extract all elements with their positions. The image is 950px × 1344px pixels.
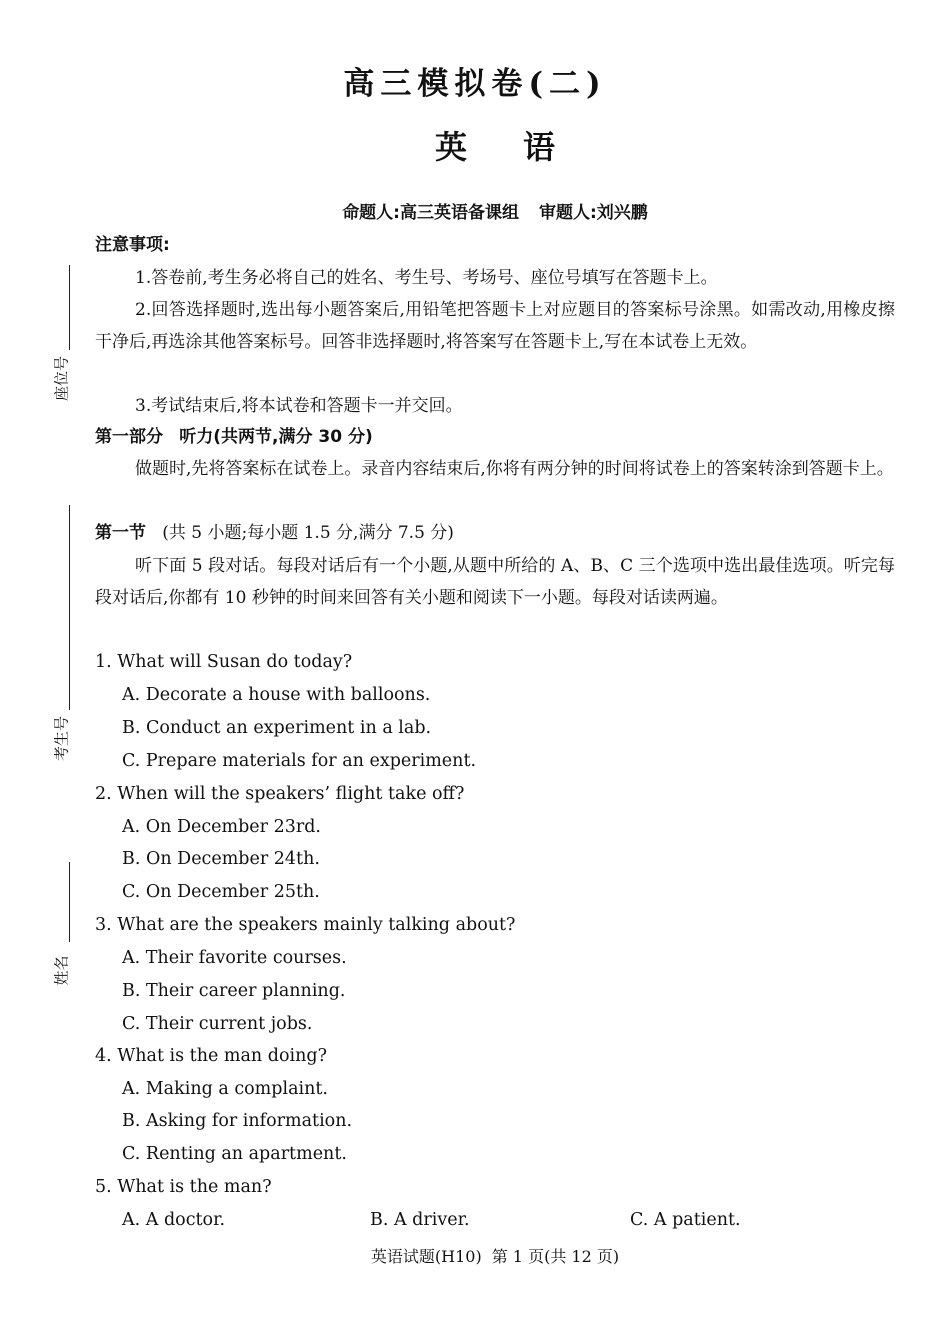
question-1-option-b: B. Conduct an experiment in a lab. <box>122 718 432 738</box>
question-4-option-a: A. Making a complaint. <box>122 1079 328 1099</box>
section1-heading <box>95 517 895 549</box>
exam-meta <box>0 198 950 223</box>
subject-char-2: 语 <box>523 128 556 166</box>
notice-item-1: 1.答卷前,考生务必将自己的姓名、考生号、考场号、座位号填写在答题卡上。 <box>135 268 718 288</box>
part1-instruction: 做题时,先将答案标在试卷上。录音内容结束后,你将有两分钟的时间将试卷上的答案转涂到答题卡上。 <box>135 459 894 479</box>
question-4-stem: 4. What is the man doing? <box>95 1046 327 1066</box>
question-3-option-b: B. Their career planning. <box>122 981 346 1001</box>
author-line: 命题人:高三英语备课组 <box>342 203 519 223</box>
part1-title: 听力(共两节,满分 30 分) <box>179 427 373 447</box>
section1-info: (共 5 小题;每小题 1.5 分,满分 7.5 分) <box>162 523 454 543</box>
exam-no-label: 考生号 <box>52 716 71 762</box>
page-footer <box>0 1244 950 1267</box>
exam-title: 高三模拟卷(二) <box>343 66 607 102</box>
question-3-option-c: C. Their current jobs. <box>122 1014 313 1034</box>
question-1-option-a: A. Decorate a house with balloons. <box>122 685 431 705</box>
footer-page: 第 1 页(共 12 页) <box>491 1247 620 1266</box>
exam-no-field-line <box>69 505 70 710</box>
question-2-stem: 2. When will the speakers’ flight take off? <box>95 784 465 804</box>
section1-instruction: 听下面 5 段对话。每段对话后有一个小题,从题中所给的 A、B、C 三个选项中选出最佳选项。听完每段对话后,你都有 10 秒钟的时间来回答有关小题和阅读下一小题。每段对话读两遍。 <box>95 556 895 608</box>
reviewer-line: 审题人:刘兴鹏 <box>539 203 648 223</box>
question-4-option-c: C. Renting an apartment. <box>122 1144 347 1164</box>
notice-heading: 注意事项: <box>95 235 170 255</box>
question-5-option-c: C. A patient. <box>630 1210 741 1230</box>
question-4-option-b: B. Asking for information. <box>122 1111 353 1131</box>
name-label: 姓名 <box>52 955 71 986</box>
question-2-option-b: B. On December 24th. <box>122 849 320 869</box>
question-2-option-c: C. On December 25th. <box>122 882 320 902</box>
question-3-option-a: A. Their favorite courses. <box>122 948 347 968</box>
notice-item-3: 3.考试结束后,将本试卷和答题卡一并交回。 <box>135 396 463 416</box>
subject-char-1: 英 <box>434 128 467 166</box>
name-field-line <box>69 862 70 942</box>
question-3-stem: 3. What are the speakers mainly talking about? <box>95 915 516 935</box>
question-5-option-b: B. A driver. <box>370 1210 470 1230</box>
section1-label: 第一节 <box>95 523 146 543</box>
part1-heading <box>95 421 895 453</box>
question-5-stem: 5. What is the man? <box>95 1177 272 1197</box>
footer-paper: 英语试题(H10) <box>370 1247 482 1266</box>
question-2-option-a: A. On December 23rd. <box>122 817 321 837</box>
question-1-stem: 1. What will Susan do today? <box>95 652 353 672</box>
part1-label: 第一部分 <box>95 427 163 447</box>
subject-title <box>0 122 950 168</box>
seat-field-line <box>69 265 70 350</box>
question-1-option-c: C. Prepare materials for an experiment. <box>122 751 477 771</box>
seat-label: 座位号 <box>52 356 71 402</box>
question-5-option-a: A. A doctor. <box>122 1210 226 1230</box>
notice-item-2: 2.回答选择题时,选出每小题答案后,用铅笔把答题卡上对应题目的答案标号涂黑。如需改动,用橡皮擦干净后,再选涂其他答案标号。回答非选择题时,将答案写在答题卡上,写在本试卷上无效。 <box>95 300 895 352</box>
